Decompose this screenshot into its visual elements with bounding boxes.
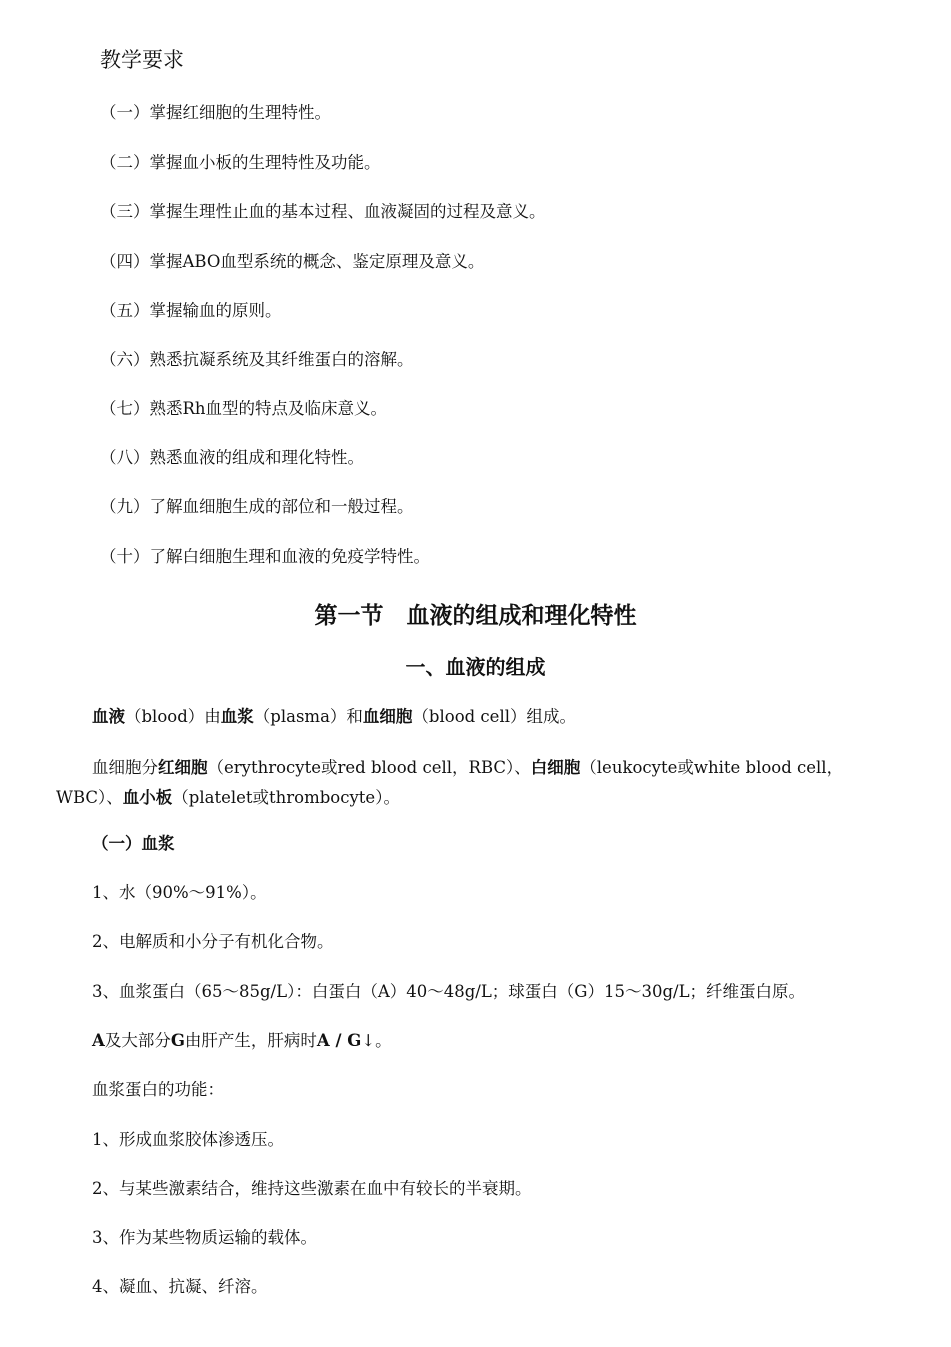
term-rbc: 红细胞 — [158, 758, 208, 777]
term-plasma: 血浆 — [220, 707, 254, 726]
term-platelet: 血小板 — [122, 788, 173, 807]
text: 血细胞分 — [92, 758, 158, 777]
requirement-item: （四）掌握ABO血型系统的概念、鉴定原理及意义。 — [100, 252, 485, 271]
requirement-item: （二）掌握血小板的生理特性及功能。 — [100, 153, 381, 172]
plasma-item: 2、电解质和小分子有机化合物。 — [92, 932, 334, 951]
requirement-item: （一）掌握红细胞的生理特性。 — [100, 103, 331, 122]
requirement-item: （九）了解血细胞生成的部位和一般过程。 — [100, 497, 414, 516]
requirement-item: （八）熟悉血液的组成和理化特性。 — [100, 448, 364, 467]
paragraph-liver — [92, 1029, 392, 1053]
text: 由肝产生，肝病时 — [184, 1031, 317, 1050]
function-item: 1、形成血浆胶体渗透压。 — [92, 1130, 284, 1149]
plasma-item: 3、血浆蛋白（65～85g/L）：白蛋白（A）40～48g/L；球蛋白（G）15～30g/L；纤维蛋白原。 — [92, 982, 806, 1001]
term-g: G — [170, 1031, 185, 1050]
text: ↓。 — [361, 1031, 392, 1050]
term-blood-cell: 血细胞 — [362, 707, 413, 726]
page-heading: 教学要求 — [100, 48, 184, 72]
text: （erythrocyte或red blood cell，RBC）、 — [207, 758, 531, 777]
plasma-heading: （一）血浆 — [92, 834, 175, 853]
subsection-title: 一、血液的组成 — [405, 655, 546, 679]
text: （leukocyte或white blood cell，WBC）、 — [56, 758, 844, 807]
function-item: 3、作为某些物质运输的载体。 — [92, 1228, 317, 1247]
function-item: 4、凝血、抗凝、纤溶。 — [92, 1277, 268, 1296]
requirement-item: （十）了解白细胞生理和血液的免疫学特性。 — [100, 547, 430, 566]
text: （plasma）和 — [253, 707, 363, 726]
term-a: A — [92, 1031, 105, 1050]
text: （platelet或thrombocyte）。 — [172, 788, 400, 807]
term-blood: 血液 — [92, 707, 125, 726]
plasma-item: 1、水（90%～91%）。 — [92, 883, 267, 902]
requirement-item: （三）掌握生理性止血的基本过程、血液凝固的过程及意义。 — [100, 202, 546, 221]
term-wbc: 白细胞 — [530, 758, 581, 777]
paragraph-blood-composition — [92, 705, 576, 729]
term-ag-ratio: A / G — [316, 1031, 362, 1050]
requirement-item: （六）熟悉抗凝系统及其纤维蛋白的溶解。 — [100, 350, 414, 369]
text: 及大部分 — [104, 1031, 171, 1050]
section-title: 第一节 血液的组成和理化特性 — [314, 603, 637, 629]
function-heading: 血浆蛋白的功能： — [92, 1080, 224, 1099]
function-item: 2、与某些激素结合，维持这些激素在血中有较长的半衰期。 — [92, 1179, 532, 1198]
requirement-item: （七）熟悉Rh血型的特点及临床意义。 — [100, 399, 388, 418]
text: （blood cell）组成。 — [412, 707, 576, 726]
text: （blood）由 — [125, 707, 221, 726]
paragraph-blood-cells — [56, 753, 896, 813]
requirement-item: （五）掌握输血的原则。 — [100, 301, 282, 320]
